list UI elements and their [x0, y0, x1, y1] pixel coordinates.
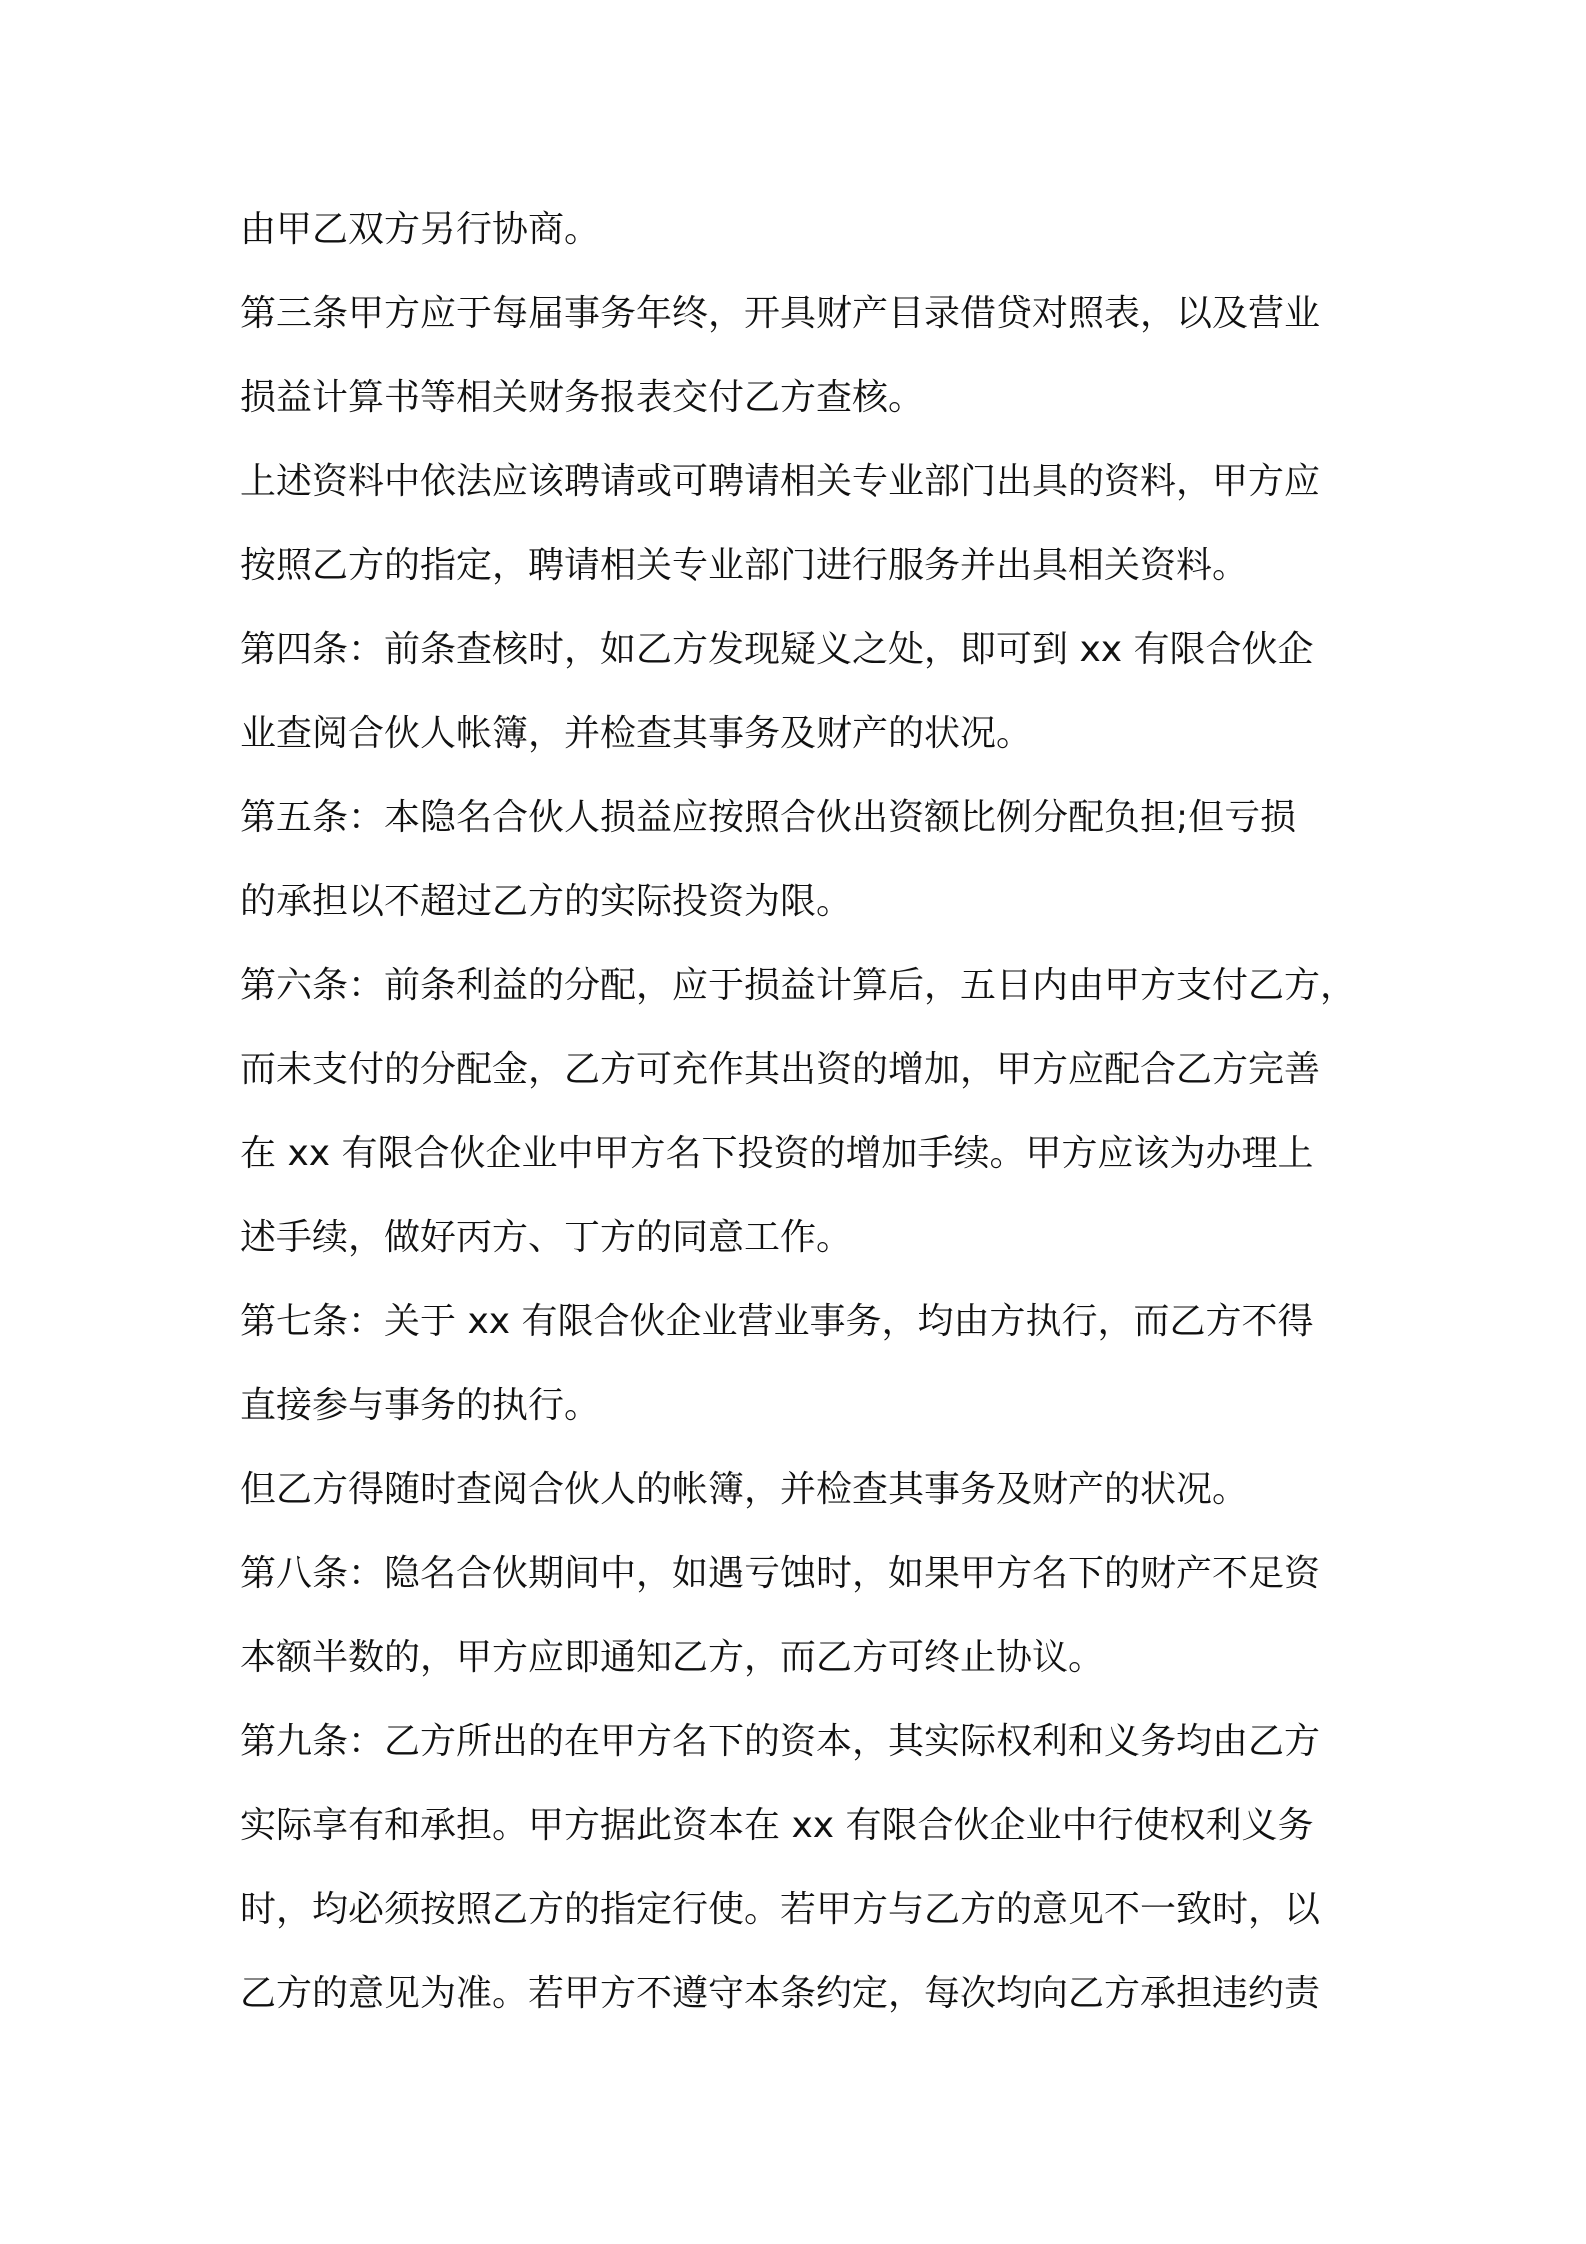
text-line: 由甲乙双方另行协商。	[240, 209, 601, 250]
text-line: 第六条：前条利益的分配，应于损益计算后，五日内由甲方支付乙方，	[240, 965, 1357, 1006]
text-line: 在 xx 有限合伙企业中甲方名下投资的增加手续。甲方应该为办理上	[240, 1133, 1314, 1174]
text-line: 第七条：关于 xx 有限合伙企业营业事务，均由方执行，而乙方不得	[240, 1301, 1314, 1342]
text-line: 时，均必须按照乙方的指定行使。若甲方与乙方的意见不一致时，以	[240, 1889, 1321, 1930]
text-line: 但乙方得随时查阅合伙人的帐簿，并检查其事务及财产的状况。	[240, 1469, 1249, 1510]
text-line: 的承担以不超过乙方的实际投资为限。	[240, 881, 853, 922]
text-line: 直接参与事务的执行。	[240, 1385, 601, 1426]
text-line: 业查阅合伙人帐簿，并检查其事务及财产的状况。	[240, 713, 1033, 754]
text-line: 损益计算书等相关财务报表交付乙方查核。	[240, 377, 925, 418]
text-line: 第九条：乙方所出的在甲方名下的资本，其实际权利和义务均由乙方	[240, 1721, 1321, 1762]
text-line: 乙方的意见为准。若甲方不遵守本条约定，每次均向乙方承担违约责	[240, 1973, 1321, 2014]
text-line: 本额半数的，甲方应即通知乙方，而乙方可终止协议。	[240, 1637, 1105, 1678]
text-line: 述手续，做好丙方、丁方的同意工作。	[240, 1217, 853, 1258]
text-line: 实际享有和承担。甲方据此资本在 xx 有限合伙企业中行使权利义务	[240, 1805, 1314, 1846]
text-line: 按照乙方的指定，聘请相关专业部门进行服务并出具相关资料。	[240, 545, 1249, 586]
text-line: 第八条：隐名合伙期间中，如遇亏蚀时，如果甲方名下的财产不足资	[240, 1553, 1321, 1594]
document-body	[240, 188, 1360, 2036]
text-line: 第五条：本隐名合伙人损益应按照合伙出资额比例分配负担;但亏损	[240, 797, 1297, 838]
text-line: 第三条甲方应于每届事务年终，开具财产目录借贷对照表，以及营业	[240, 293, 1321, 334]
text-line: 而未支付的分配金，乙方可充作其出资的增加，甲方应配合乙方完善	[240, 1049, 1321, 1090]
text-line: 上述资料中依法应该聘请或可聘请相关专业部门出具的资料，甲方应	[240, 461, 1321, 502]
text-line: 第四条：前条查核时，如乙方发现疑义之处，即可到 xx 有限合伙企	[240, 629, 1314, 670]
